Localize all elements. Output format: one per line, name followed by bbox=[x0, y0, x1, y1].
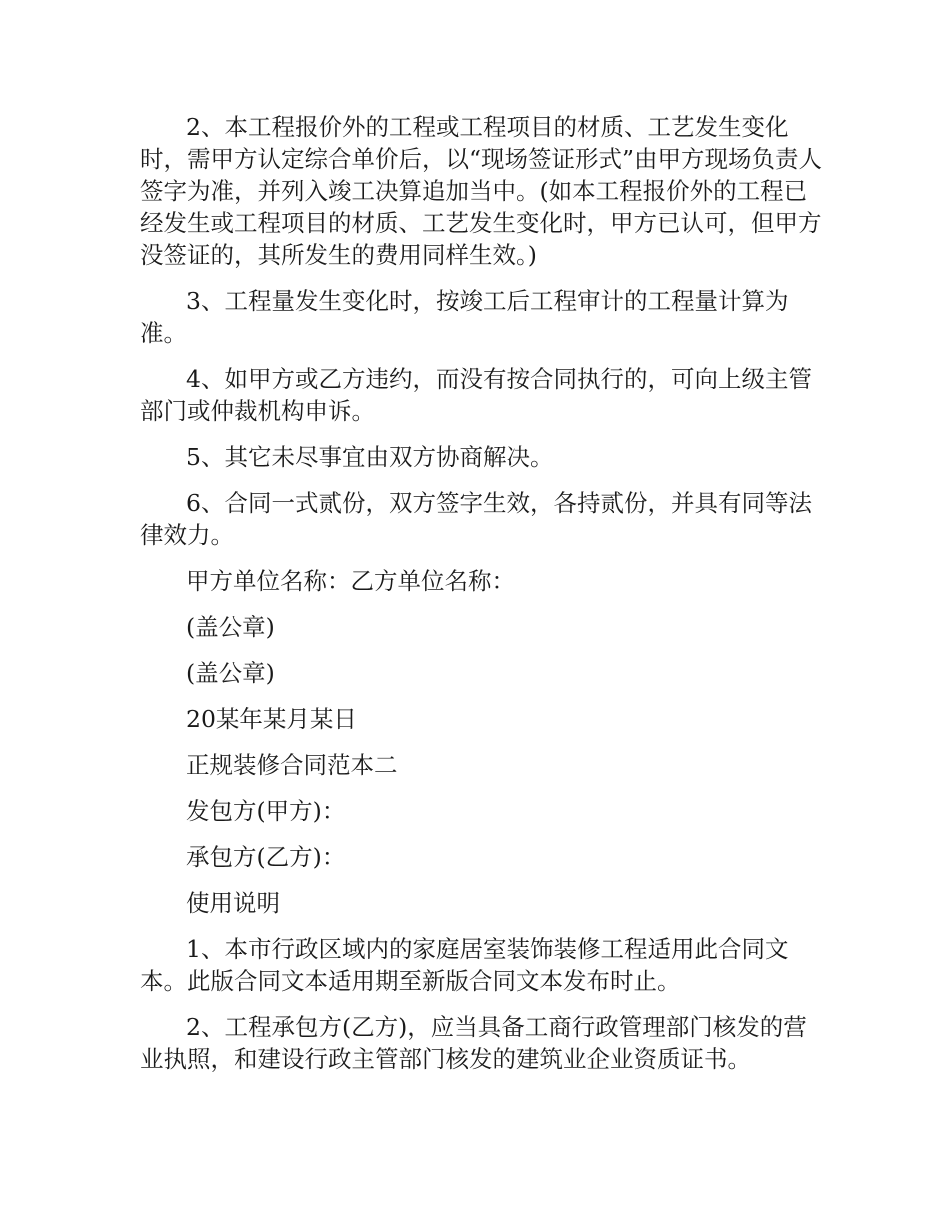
paragraph-item-6: 6、合同一式贰份，双方签字生效，各持贰份，并具有同等法律效力。 bbox=[140, 489, 812, 549]
instruction-item-1: 1、本市行政区域内的家庭居室装饰装修工程适用此合同文本。此版合同文本适用期至新版合同文本发布时止。 bbox=[140, 935, 789, 995]
contractor-line: 承包方(乙方)： bbox=[186, 843, 346, 871]
paragraph-item-2: 2、本工程报价外的工程或工程项目的材质、工艺发生变化时，需甲方认定综合单价后，以“现场签证形式”由甲方现场负责人签字为准，并列入竣工决算追加当中。(如本工程报价外的工程已经发生或工程项目的材质、工艺发生变化时，甲方已认可，但甲方没签证的，其所发生的费用同样生效。) bbox=[140, 113, 823, 269]
second-contract-title: 正规装修合同范本二 bbox=[186, 751, 398, 779]
employer-line: 发包方(甲方)： bbox=[186, 797, 346, 825]
signing-date: 20某年某月某日 bbox=[186, 705, 357, 733]
seal-line-b: (盖公章) bbox=[186, 659, 275, 687]
instruction-item-2: 2、工程承包方(乙方)，应当具备工商行政管理部门核发的营业执照，和建设行政主管部门核发的建筑业企业资质证书。 bbox=[140, 1013, 807, 1073]
instructions-heading: 使用说明 bbox=[186, 889, 280, 917]
seal-line-a: (盖公章) bbox=[186, 613, 275, 641]
party-names-line: 甲方单位名称：乙方单位名称： bbox=[186, 567, 515, 595]
paragraph-item-5: 5、其它未尽事宜由双方协商解决。 bbox=[186, 443, 554, 471]
document-body bbox=[140, 111, 830, 1089]
paragraph-item-3: 3、工程量发生变化时，按竣工后工程审计的工程量计算为准。 bbox=[140, 287, 789, 347]
paragraph-item-4: 4、如甲方或乙方违约，而没有按合同执行的，可向上级主管部门或仲裁机构申诉。 bbox=[140, 365, 812, 425]
